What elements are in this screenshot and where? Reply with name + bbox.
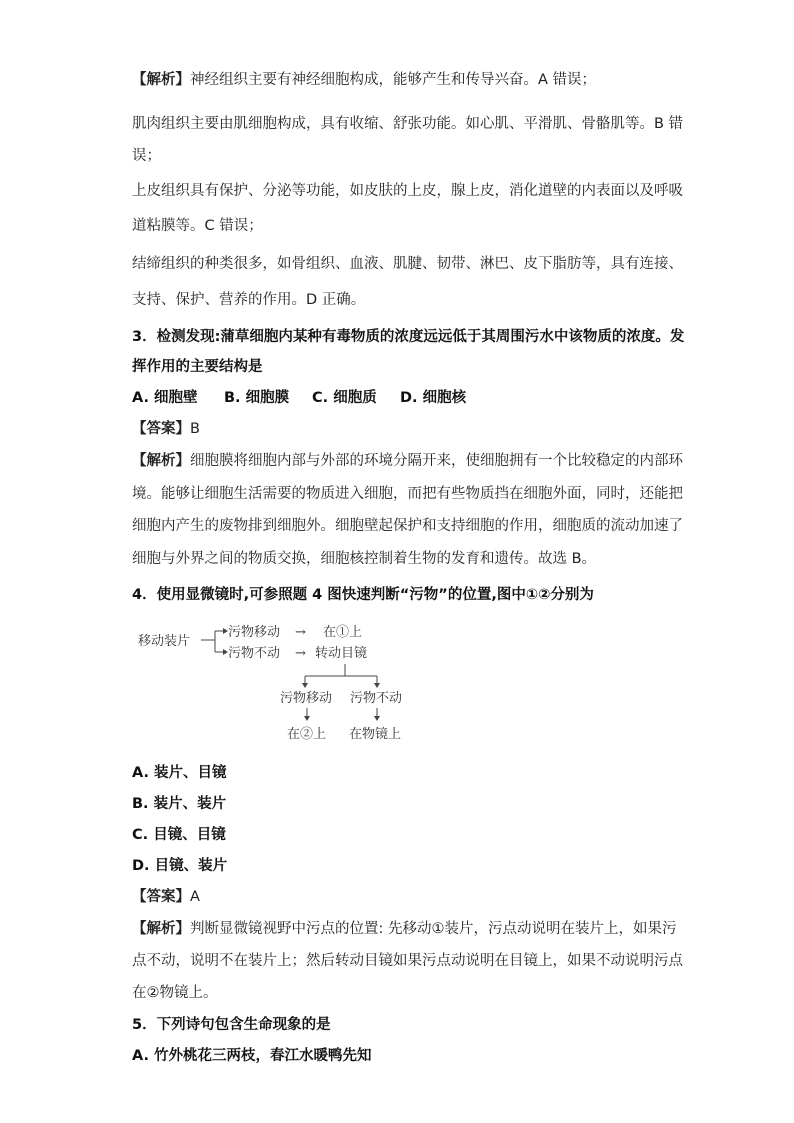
diagram-result-2: 在②上 (287, 727, 327, 742)
q3-stem-line-1: 3．检测发现:蒲草细胞内某种有毒物质的浓度远远低于其周围污水中该物质的浓度。发 (132, 329, 685, 345)
q4-stem: 4．使用显微镜时,可参照题 4 图快速判断“污物”的位置,图中①②分别为 (132, 587, 594, 603)
q3-options (132, 388, 466, 408)
q2-analysis-text-1: 神经组织主要有神经细胞构成，能够产生和传导兴奋。A 错误； (190, 72, 597, 88)
q4-analysis-label: 【解析】 (132, 921, 190, 937)
q4-option-a: A. 装片、目镜 (132, 765, 227, 781)
q3-option-c: C. 细胞质 (312, 390, 377, 406)
q3-answer-label: 【答案】 (132, 421, 190, 437)
q2-analysis-line-6: 结缔组织的种类很多，如骨组织、血液、肌腱、韧带、淋巴、皮下脂肪等，具有连接、 (132, 256, 683, 272)
q2-analysis-label: 【解析】 (132, 72, 190, 88)
q2-analysis-line-1 (132, 70, 596, 90)
q3-answer-value: B (190, 421, 200, 437)
q2-analysis-line-7: 支持、保护、营养的作用。D 正确。 (132, 292, 366, 308)
q2-analysis-line-4: 上皮组织具有保护、分泌等功能，如皮肤的上皮，腺上皮，消化道壁的内表面以及呼吸 (132, 183, 683, 199)
q2-analysis-line-5: 道粘膜等。C 错误； (132, 218, 263, 234)
q4-option-d: D. 目镜、装片 (132, 858, 228, 874)
diagram-branch-2: 污物不动 (228, 646, 281, 661)
q3-option-d: D. 细胞核 (400, 390, 467, 406)
q3-analysis-line-2: 境。能够让细胞生活需要的物质进入细胞，而把有些物质挡在细胞外面，同时，还能把 (132, 486, 683, 502)
diagram-root-label: 移动装片 (138, 634, 191, 649)
q3-answer (132, 419, 200, 439)
diagram-arrow-1: → (295, 625, 306, 640)
q4-option-b: B. 装片、装片 (132, 796, 227, 812)
diagram-result-3: 在物镜上 (349, 727, 402, 742)
diagram-result-1: 在①上 (323, 625, 363, 640)
q4-analysis-line-1 (132, 919, 677, 939)
diagram-branch-1: 污物移动 (228, 625, 281, 640)
q3-analysis-line-1 (132, 451, 683, 471)
q4-flow-diagram (135, 618, 435, 748)
diagram-step-2: 转动目镜 (315, 646, 368, 661)
q4-answer (132, 887, 200, 907)
q3-analysis-line-4: 细胞与外界之间的物质交换，细胞核控制着生物的发育和遗传。故选 B。 (132, 551, 597, 567)
q3-stem-line-2: 挥作用的主要结构是 (132, 359, 263, 375)
q2-analysis-line-3: 误； (132, 148, 161, 164)
q4-option-c: C. 目镜、目镜 (132, 827, 226, 843)
diagram-sub-2: 污物不动 (350, 691, 403, 706)
q3-analysis-text-1: 细胞膜将细胞内部与外部的环境分隔开来，使细胞拥有一个比较稳定的内部环 (190, 453, 683, 469)
q4-analysis-text-1: 判断显微镜视野中污点的位置: 先移动①装片，污点动说明在装片上，如果污 (190, 921, 677, 937)
q3-analysis-line-3: 细胞内产生的废物排到细胞外。细胞壁起保护和支持细胞的作用，细胞质的流动加速了 (132, 518, 683, 534)
q3-analysis-label: 【解析】 (132, 453, 190, 469)
q4-analysis-line-2: 点不动，说明不在装片上；然后转动目镜如果污点动说明在目镜上，如果不动说明污点 (132, 953, 683, 969)
q4-analysis-line-3: 在②物镜上。 (132, 985, 218, 1001)
q4-answer-value: A (190, 889, 200, 905)
q2-analysis-line-2: 肌肉组织主要由肌细胞构成，具有收缩、舒张功能。如心肌、平滑肌、骨骼肌等。B 错 (132, 116, 684, 132)
diagram-arrow-2: → (295, 646, 306, 661)
q5-stem: 5．下列诗句包含生命现象的是 (132, 1017, 331, 1033)
q3-option-a: A. 细胞壁 (132, 390, 198, 406)
diagram-sub-1: 污物移动 (280, 691, 333, 706)
q4-answer-label: 【答案】 (132, 889, 190, 905)
q5-option-a: A. 竹外桃花三两枝，春江水暖鸭先知 (132, 1048, 372, 1064)
q3-option-b: B. 细胞膜 (224, 390, 290, 406)
